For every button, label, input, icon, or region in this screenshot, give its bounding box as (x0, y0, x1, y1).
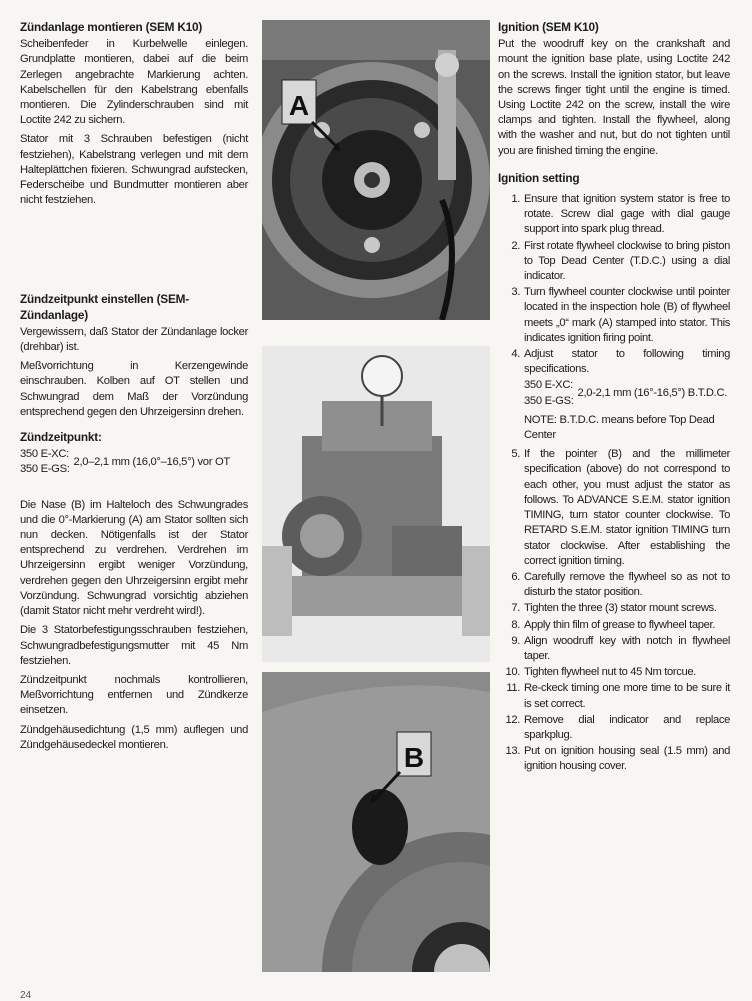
list-item: 12. Remove dial indicator and replace sparkplug. (505, 713, 730, 741)
section-zuendanlage-montieren (20, 20, 248, 208)
heading-ignition-sem: Ignition (SEM K10) (498, 20, 599, 34)
paragraph: Zündgehäusedichtung (1,5 mm) auflegen und Zündgehäusedeckel montieren. (20, 723, 248, 751)
list-item: 6. Carefully remove the flywheel so as not to disturb the stator position. (511, 570, 730, 599)
heading-zuendanlage-montieren: Zündanlage montieren (SEM K10) (20, 20, 203, 34)
list-item: 9. Align woodruff key with notch in flywheel taper. (511, 634, 730, 662)
list-item: 5. If the pointer (B) and the millimeter specification (above) do not correspond to each other, you must adjust the stator as follows. To ADVANCE S.E.M. stator ignition TIMING, turn stator counter clockwise. To RETARD S.E.M. stator ignition TIMING turn stator clockwise. After establishing the correct ignition timing. (511, 448, 730, 567)
list-item: 3. Turn flywheel counter clockwise until pointer located in the inspection hole (B) of flywheel meets „0“ mark (A) stamped into stator. This indicates ignition firing point. (511, 286, 730, 344)
paragraph: Zündzeitpunkt nochmals kontrollieren, Meßvorrichtung entfernen und Zündkerze einsetzen. (20, 673, 248, 717)
model-label: 350 E-GS: (20, 463, 70, 476)
list-item: 7. Tighten the three (3) stator mount screws. (511, 602, 717, 615)
photo-flywheel-inspection-hole (262, 672, 490, 972)
heading-zuendzeitpunkt-einstellen: Zündzeitpunkt einstellen (SEM-Zündanlage) (20, 292, 189, 322)
photo-label-b: B (403, 742, 425, 773)
model-label: 350 E-XC: (20, 448, 69, 461)
paragraph: Stator mit 3 Schrauben befestigen (nicht festziehen), Kabelstrang verlegen und mit dem Halteplättchen fixieren. Schwungrad aufstecken, Federscheibe und Bundmutter montieren aber nicht festziehen. (20, 133, 248, 207)
photo-label-a: A (288, 90, 310, 121)
timing-spec (20, 447, 248, 477)
paragraph: Scheibenfeder in Kurbelwelle einlegen. Grundplatte montieren, dabei auf die beim Zerlegen angebrachte Markierung achten. Kabelschellen für den Kabelstrang ebenfalls montieren. Die Zylinderschrauben sind mit Loctite 242 zu sichern. (20, 38, 248, 127)
paragraph: Die 3 Statorbefestigungsschrauben festziehen, Schwungradbefestigungsmutter mit 45 Nm festziehen. (20, 624, 248, 667)
spec-value: 2,0-2,1 mm (16°-16,5°) B.T.D.C. (577, 387, 728, 400)
list-item: 11. Re-ckeck timing one more time to be sure it is set correct. (506, 682, 730, 710)
timing-spec-en (498, 378, 730, 408)
note: NOTE: B.T.D.C. means before Top Dead Center (524, 413, 715, 442)
subheading-zuendzeitpunkt: Zündzeitpunkt: (20, 430, 102, 445)
photo-stator-base-plate (262, 20, 490, 320)
list-item: 8. Apply thin film of grease to flywheel taper. (511, 618, 716, 631)
german-column (20, 20, 248, 757)
list-item: 13. Put on ignition housing seal (1.5 mm) and ignition housing cover. (505, 745, 730, 773)
paragraph: Die Nase (B) im Halteloch des Schwungrades und die 0°-Markierung (A) am Stator sollten sich nun decken. Nötigenfalls ist der Stator entsprechend zu verdrehen. Verdrehen im Uhrzeigersinn ergibt weniger Vorzündung, verdrehen gegen den Uhrzeigersinn ergibt mehr Vorzündung. Schwungrad vorsichtig abziehen (damit Stator nicht mehr verdreht wird!). (20, 498, 248, 618)
photo-engine-dial-gauge (262, 346, 490, 662)
list-item: 1. Ensure that ignition system stator is free to rotate. Screw dial gage with dial gauge support into spark plug thread. (511, 193, 730, 236)
ignition-steps-list-continued (498, 447, 730, 774)
paragraph: Put the woodruff key on the crankshaft and mount the ignition base plate, using Loctite 242 on the screws. Install the ignition stator, but leave the screws finger tight until the engine is timed. Using Loctite 242 on the screw, install the wire clamps and tighten. Install the flywheel, along with the washer and nut, but do not tighten until you are finished timing the engine. (498, 38, 730, 157)
section-ignition-sem (498, 20, 730, 159)
english-column (498, 20, 730, 776)
spec-value: 2,0–2,1 mm (16,0°–16,5°) vor OT (73, 455, 230, 468)
model-label: 350 E-XC: (524, 379, 573, 392)
paragraph: Vergewissern, daß Stator der Zündanlage locker (drehbar) ist. (20, 325, 248, 354)
paragraph: Meßvorrichtung in Kerzengewinde einschrauben. Kolben auf OT stellen und Schwungrad dem Maß der Vorzündung entsprechend gegen den Uhrzeigersinn drehen. (20, 360, 248, 418)
ignition-steps-list (498, 192, 730, 377)
list-item: 2. First rotate flywheel clockwise to bring piston to Top Dead Center (T.D.C.) using a dial indicator. (511, 239, 730, 283)
section-zuendzeitpunkt-einstellen (20, 292, 248, 752)
heading-ignition-setting: Ignition setting (498, 170, 580, 185)
list-item: 10. Tighten flywheel nut to 45 Nm torcue. (505, 666, 696, 679)
page-number: 24 (20, 990, 32, 1001)
section-ignition-setting (498, 171, 730, 775)
list-item: 4. Adjust stator to following timing specifications. (511, 348, 730, 376)
model-label: 350 E-GS: (524, 394, 574, 407)
